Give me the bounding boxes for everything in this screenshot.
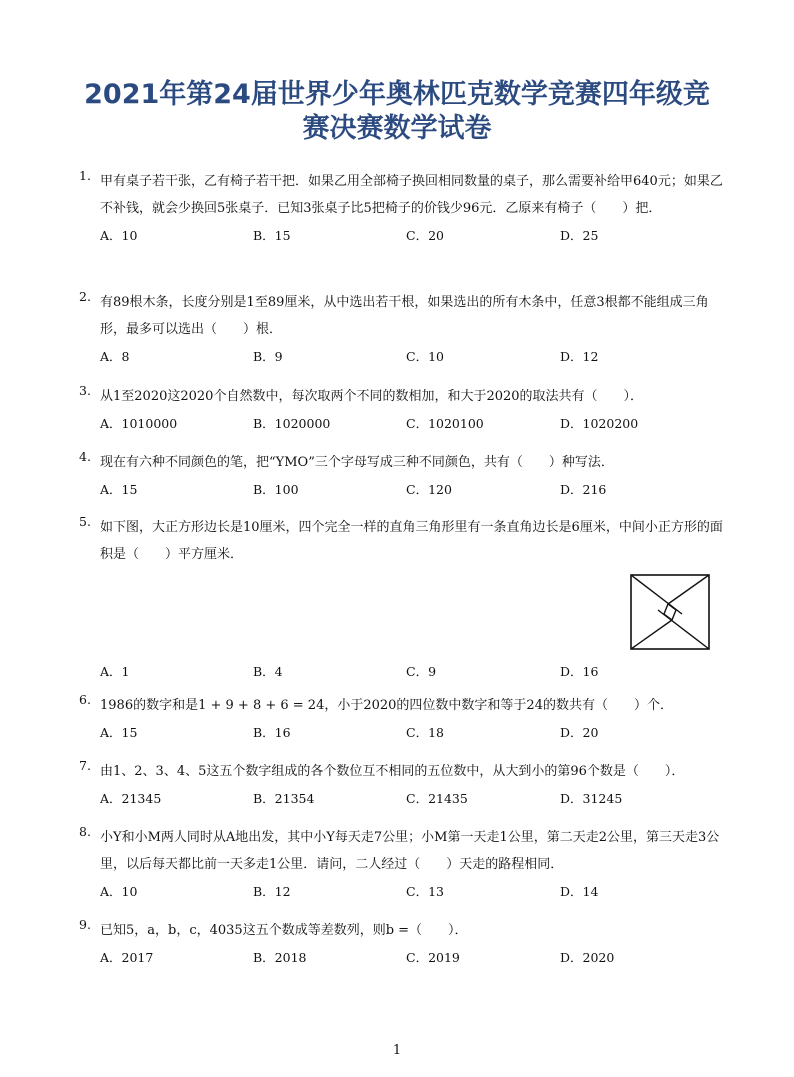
option-d: D．20 [560,725,599,740]
option-d: D．2020 [560,950,615,965]
option-b: B．12 [253,884,291,899]
option-b: B．1020000 [253,416,331,431]
question-stem: 如下图，大正方形边长是10厘米，四个完全一样的直角三角形里有一条直角边长是6厘米，中间小正方形的面积是（ ）平方厘米． [100,520,723,562]
question-stem: 现在有六种不同颜色的笔，把“YMO”三个字母写成三种不同颜色，共有（ ）种写法． [100,455,614,470]
question-number: 2. [79,289,91,304]
option-a: A．21345 [100,791,162,806]
question-stem: 从1至2020这2020个自然数中，每次取两个不同的数相加，和大于2020的取法共有（ ）． [100,389,644,404]
question-stem: 小Y和小M两人同时从A地出发，其中小Y每天走7公里；小M第一天走1公里，第二天走2公里，第三天走3公里，以后每天都比前一天多走1公里．请问，二人经过（ ）天走的路程相同． [100,830,720,872]
option-a: A．15 [100,725,138,740]
option-b: B．4 [253,664,283,679]
title-line-2: 赛决赛数学试卷 [302,113,492,144]
option-d: D．16 [560,664,599,679]
question-3 [79,383,729,438]
question-9 [79,917,729,972]
option-d: D．12 [560,349,599,364]
question-1 [79,168,729,250]
option-c: C．13 [406,884,444,899]
options [79,723,729,747]
option-d: D．31245 [560,791,623,806]
question-stem: 甲有桌子若干张，乙有椅子若干把．如果乙用全部椅子换回相同数量的桌子，那么需要补给甲640元；如果乙不补钱，就会少换回5张桌子．已知3张桌子比5把椅子的价钱少96元．乙原来有椅子（ ）把． [100,174,723,216]
option-b: B．16 [253,725,291,740]
inner-triangles [631,575,709,649]
question-stem: 已知5，a，b，c，4035这五个数成等差数列，则b =（ ）． [100,923,468,938]
option-a: A．10 [100,228,138,243]
square-figure [630,574,710,650]
option-a: A．8 [100,349,130,364]
title-line-1: 2021年第24届世界少年奥林匹克数学竞赛四年级竞 [84,79,710,110]
options [79,226,729,250]
document-title [40,78,754,146]
options [79,882,729,906]
options [79,347,729,371]
question-number: 4. [79,449,91,464]
question-number: 3. [79,383,91,398]
question-stem: 1986的数字和是1 + 9 + 8 + 6 = 24，小于2020的四位数中数字和等于24的数共有（ ）个． [100,698,673,713]
question-number: 8. [79,824,91,839]
option-d: D．25 [560,228,599,243]
option-b: B．9 [253,349,283,364]
question-stem: 由1、2、3、4、5这五个数字组成的各个数位互不相同的五位数中，从大到小的第96个数是（ ）． [100,764,685,779]
question-stem: 有89根木条，长度分别是1至89厘米，从中选出若干根，如果选出的所有木条中，任意3根都不能组成三角形，最多可以选出（ ）根． [100,295,709,337]
options [79,414,729,438]
options [79,480,729,504]
option-b: B．21354 [253,791,315,806]
option-d: D．216 [560,482,607,497]
question-number: 1. [79,168,91,183]
question-number: 5. [79,514,91,529]
question-7 [79,758,729,813]
question-6 [79,692,729,747]
option-a: A．10 [100,884,138,899]
option-c: C．9 [406,664,437,679]
option-c: C．20 [406,228,444,243]
option-c: C．21435 [406,791,468,806]
page-number: 1 [392,1043,402,1058]
option-d: D．14 [560,884,599,899]
options [79,662,729,686]
option-d: D．1020200 [560,416,639,431]
question-2 [79,289,729,371]
option-b: B．15 [253,228,291,243]
options [79,789,729,813]
option-c: C．1020100 [406,416,484,431]
option-b: B．100 [253,482,299,497]
option-c: C．10 [406,349,444,364]
option-b: B．2018 [253,950,307,965]
inner-small-square [664,604,676,620]
option-c: C．18 [406,725,444,740]
option-a: A．15 [100,482,138,497]
option-a: A．2017 [100,950,154,965]
question-number: 7. [79,758,91,773]
question-8 [79,824,729,906]
option-c: C．120 [406,482,452,497]
question-4 [79,449,729,504]
outer-square [631,575,709,649]
option-a: A．1 [100,664,130,679]
question-number: 6. [79,692,91,707]
option-c: C．2019 [406,950,460,965]
option-a: A．1010000 [100,416,178,431]
question-number: 9. [79,917,91,932]
options [79,948,729,972]
